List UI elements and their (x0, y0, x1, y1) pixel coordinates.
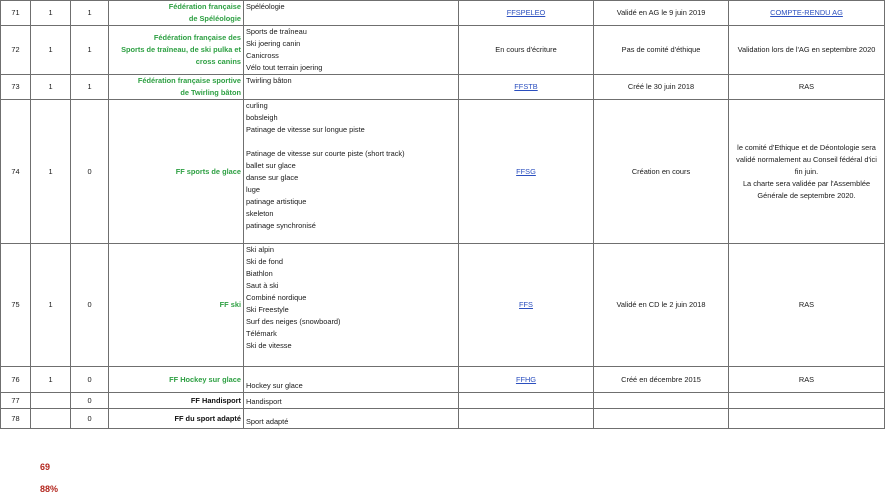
sport-item: Ski alpin (246, 245, 274, 254)
federation-name-line: FF Hockey sur glace (169, 374, 241, 384)
status-cell (594, 1, 729, 26)
table-row (1, 75, 885, 100)
row-number-cell (1, 100, 31, 244)
sports-cell (244, 100, 459, 244)
row-number: 75 (11, 300, 20, 309)
flag-cell (71, 26, 109, 75)
federation-cell (109, 367, 244, 393)
document-link-cell[interactable] (459, 244, 594, 367)
count-cell (31, 367, 71, 393)
flag-value: 0 (87, 166, 92, 176)
document-link[interactable]: FFHG (515, 374, 537, 384)
count-cell (31, 1, 71, 26)
sport-item (246, 136, 456, 148)
sport-item: Spéléologie (246, 2, 285, 11)
row-number: 78 (11, 413, 20, 423)
row-number-cell (1, 1, 31, 26)
charter-status: Créé le 30 juin 2018 (627, 82, 695, 91)
document-link[interactable]: FFSPELEO (506, 8, 546, 17)
count-value: 1 (48, 45, 53, 54)
charter-status: En cours d'écriture (495, 45, 557, 54)
sport-item: Patinage de vitesse sur longue piste (246, 125, 365, 134)
note-cell (729, 26, 885, 75)
note-cell (729, 393, 885, 409)
note-line: validé normalement au Conseil fédéral d'ici (736, 154, 877, 164)
federation-name-line: FF du sport adapté (174, 413, 241, 423)
sport-item: patinage artistique (246, 197, 307, 206)
sport-item: Patinage de vitesse sur courte piste (short track) (246, 149, 405, 158)
document-link-cell[interactable] (459, 367, 594, 393)
table-row (1, 244, 885, 367)
federation-name-line: Fédération française des (153, 33, 241, 42)
count-cell (31, 100, 71, 244)
federation-name-line: FF ski (219, 300, 241, 309)
document-link[interactable]: FFS (519, 300, 533, 309)
note-cell (729, 75, 885, 100)
sport-item: ballet sur glace (246, 161, 296, 170)
count-cell (31, 393, 71, 409)
sports-cell (244, 367, 459, 393)
note-cell (729, 100, 885, 244)
sports-cell (244, 244, 459, 367)
federation-cell (109, 1, 244, 26)
table-row (1, 100, 885, 244)
sport-item: Ski de fond (246, 257, 283, 266)
count-value: 1 (48, 300, 53, 309)
document-link-cell[interactable] (459, 1, 594, 26)
table-row (1, 393, 885, 409)
status-cell (594, 26, 729, 75)
federation-name-line: Fédération française sportive (137, 76, 241, 85)
row-number: 72 (11, 45, 20, 54)
sport-item: Sports de traîneau (246, 27, 307, 36)
count-value: 1 (48, 82, 53, 91)
sports-cell (244, 393, 459, 409)
flag-value: 0 (87, 374, 92, 384)
sports-cell (244, 75, 459, 100)
note-line: RAS (798, 300, 815, 309)
status-cell (594, 393, 729, 409)
sport-item: Biathlon (246, 269, 273, 278)
flag-value: 1 (87, 8, 92, 17)
sport-item: Télémark (246, 329, 277, 338)
row-number-cell (1, 393, 31, 409)
sport-item: patinage synchronisé (246, 221, 316, 230)
count-value: 1 (48, 166, 53, 176)
federation-cell (109, 26, 244, 75)
status-cell (594, 244, 729, 367)
row-number: 71 (11, 8, 20, 17)
charter-status-cell (459, 26, 594, 75)
sport-item: bobsleigh (246, 113, 278, 122)
sport-item: Twirling bâton (246, 76, 292, 85)
federation-cell (109, 409, 244, 429)
note-cell (729, 409, 885, 429)
table-row (1, 409, 885, 429)
row-number: 73 (11, 82, 20, 91)
sport-item: Surf des neiges (snowboard) (246, 317, 341, 326)
federation-name-line: cross canins (195, 57, 241, 66)
flag-value: 1 (87, 82, 92, 91)
note-cell (729, 367, 885, 393)
status-cell (594, 409, 729, 429)
table-row (1, 1, 885, 26)
sport-item: Saut à ski (246, 281, 279, 290)
charter-status: Création en cours (631, 166, 691, 176)
flag-value: 1 (87, 45, 92, 54)
note-cell (729, 244, 885, 367)
note-line: Validation lors de l'AG en septembre 2020 (737, 45, 876, 54)
charter-status: Validé en AG le 9 juin 2019 (616, 8, 706, 17)
charter-status: Créé en décembre 2015 (621, 374, 701, 384)
federation-name-line: FF sports de glace (175, 166, 241, 176)
note-line: Générale de septembre 2020. (757, 190, 856, 200)
federation-cell (109, 393, 244, 409)
sports-cell (244, 1, 459, 26)
federation-name-line: Fédération française (168, 2, 241, 11)
federation-name-line: de Spéléologie (188, 14, 241, 23)
flag-value: 0 (87, 395, 92, 405)
flag-value: 0 (87, 413, 92, 423)
document-link-cell (459, 393, 594, 409)
row-number-cell (1, 244, 31, 367)
flag-value: 0 (87, 300, 92, 309)
row-number: 74 (11, 166, 20, 176)
note-cell[interactable] (729, 1, 885, 26)
ethics-status: Pas de comité d'éthique (621, 45, 701, 54)
sports-cell (244, 26, 459, 75)
count-value: 1 (48, 8, 53, 17)
row-number-cell (1, 26, 31, 75)
federation-name-line: Sports de traîneau, de ski pulka et (121, 45, 241, 54)
sport-item: skeleton (246, 209, 274, 218)
compte-rendu-link[interactable]: COMPTE-RENDU AG (770, 8, 843, 17)
sport-item: Sport adapté (246, 417, 289, 426)
status-cell (594, 75, 729, 100)
sport-item: Hockey sur glace (246, 381, 303, 390)
sport-item: Ski Freestyle (246, 305, 289, 314)
document-link[interactable]: FFSG (516, 166, 536, 176)
sport-item: Combiné nordique (246, 293, 307, 302)
sport-item: Ski de vitesse (246, 341, 292, 350)
table-row (1, 26, 885, 75)
count-cell (31, 244, 71, 367)
flag-cell (71, 409, 109, 429)
document-link[interactable]: FFSTB (514, 82, 538, 91)
row-number-cell (1, 409, 31, 429)
summary-percent: 88% (40, 484, 59, 494)
note-line: le comité d'Ethique et de Déontologie sera (737, 142, 876, 152)
sport-item: Handisport (246, 397, 282, 406)
row-number: 77 (11, 395, 20, 405)
federation-name-line: FF Handisport (190, 395, 241, 405)
count-value: 1 (48, 374, 53, 384)
flag-cell (71, 244, 109, 367)
sport-item: curling (246, 101, 268, 110)
sport-item: Ski joering canin (246, 39, 301, 48)
row-number-cell (1, 75, 31, 100)
flag-cell (71, 1, 109, 26)
federation-cell (109, 100, 244, 244)
federation-cell (109, 244, 244, 367)
row-number-cell (1, 367, 31, 393)
status-cell (594, 100, 729, 244)
flag-cell (71, 75, 109, 100)
document-link-cell (459, 409, 594, 429)
count-cell (31, 26, 71, 75)
sport-item: danse sur glace (246, 173, 299, 182)
sport-item: Canicross (246, 51, 279, 60)
summary-total: 69 (40, 462, 51, 472)
note-line: fin juin. (794, 166, 819, 176)
row-number: 76 (11, 374, 20, 384)
charter-status: Validé en CD le 2 juin 2018 (616, 300, 706, 309)
count-cell (31, 75, 71, 100)
sports-cell (244, 409, 459, 429)
table-row (1, 367, 885, 393)
note-line: La charte sera validée par l'Assemblée (742, 178, 871, 188)
flag-cell (71, 100, 109, 244)
status-cell (594, 367, 729, 393)
sport-item: Vélo tout terrain joering (246, 63, 323, 72)
federation-cell (109, 75, 244, 100)
flag-cell (71, 393, 109, 409)
note-line: RAS (798, 82, 815, 91)
count-cell (31, 409, 71, 429)
federation-name-line: de Twirling bâton (180, 88, 241, 97)
flag-cell (71, 367, 109, 393)
document-link-cell[interactable] (459, 75, 594, 100)
document-link-cell[interactable] (459, 100, 594, 244)
sport-item: luge (246, 185, 260, 194)
note-line: RAS (798, 374, 815, 384)
